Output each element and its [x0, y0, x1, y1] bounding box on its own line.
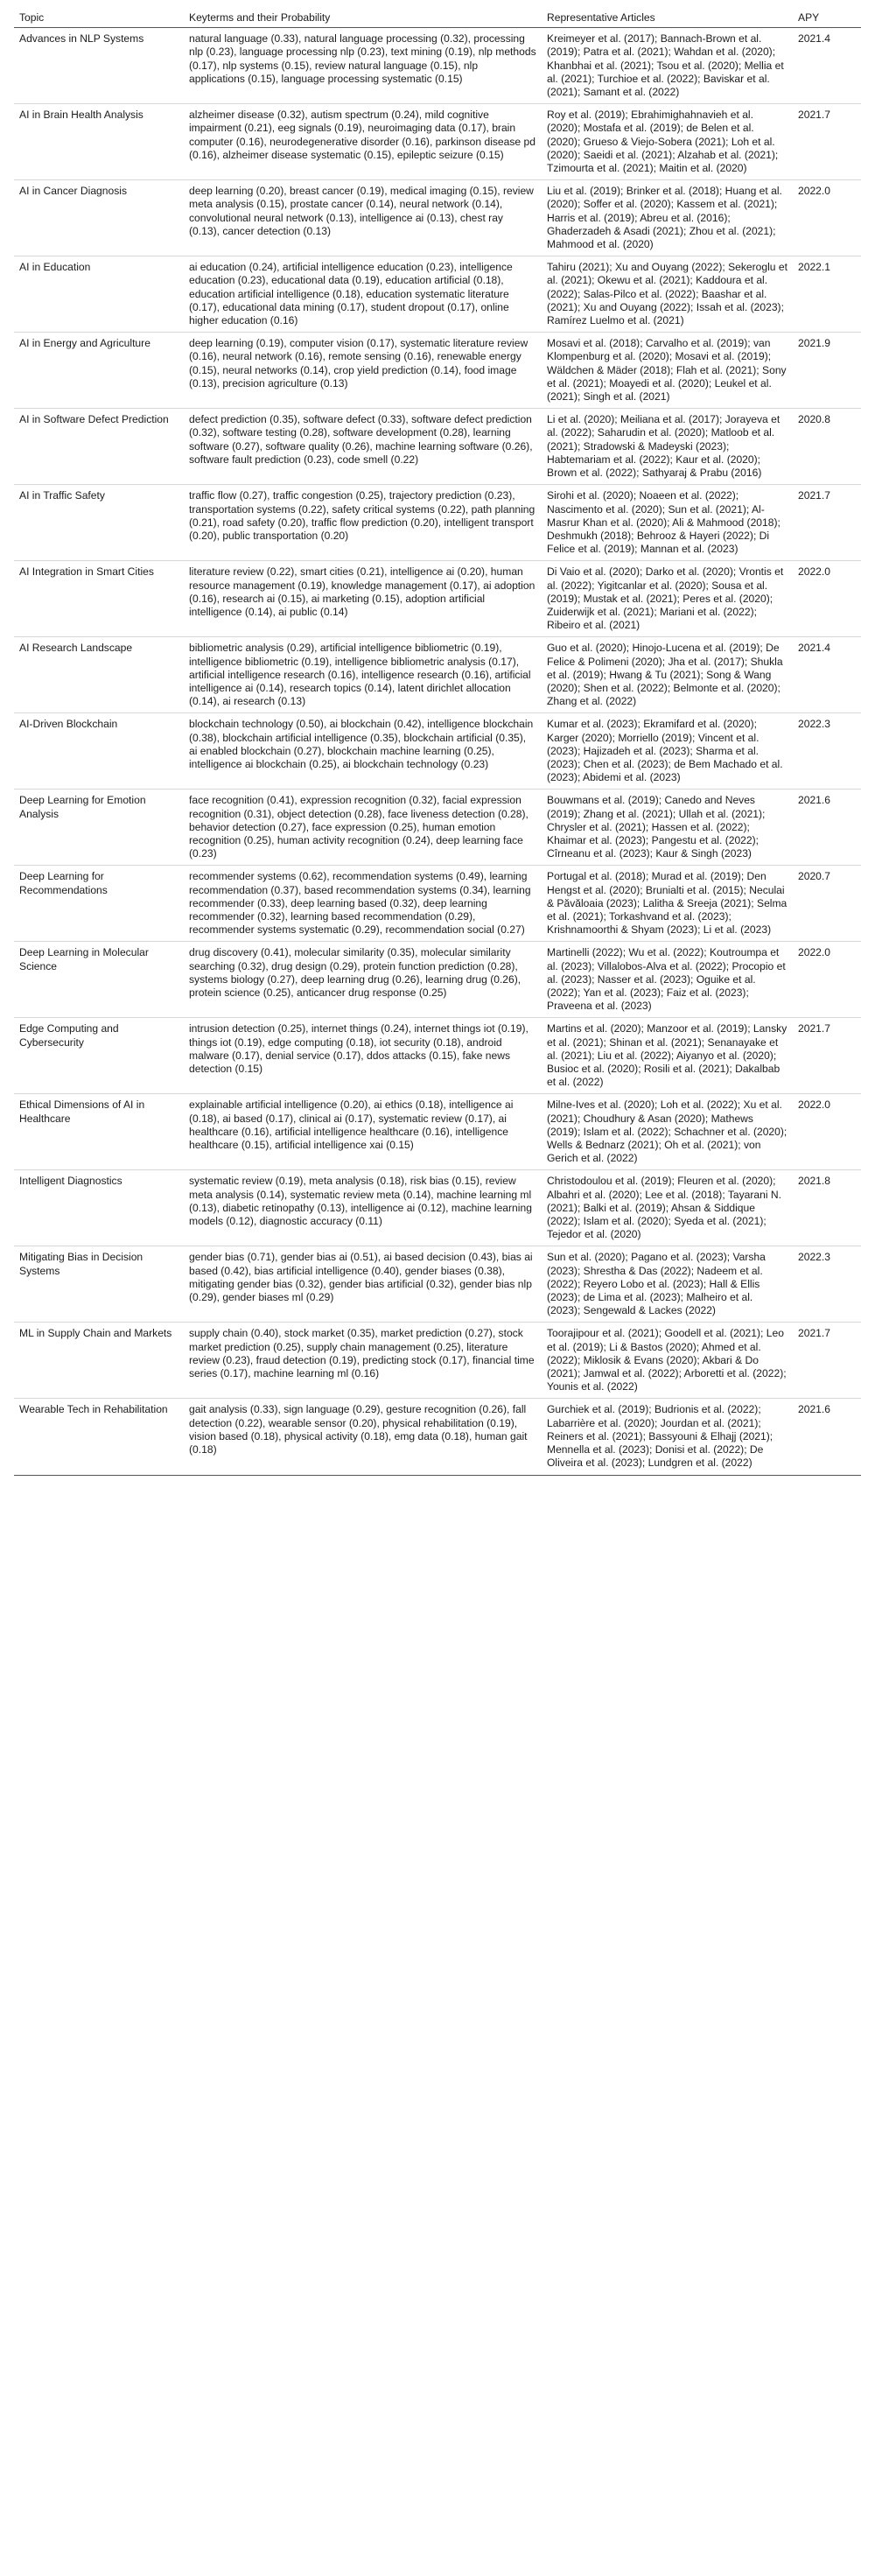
table-row: [14, 485, 861, 561]
row-topic: AI in Education: [14, 256, 184, 333]
row-apy: 2022.0: [793, 561, 861, 637]
row-apy: 2021.8: [793, 1170, 861, 1246]
row-topic: Deep Learning for Recommendations: [14, 866, 184, 942]
row-keyterms: traffic flow (0.27), traffic congestion (0.25), trajectory prediction (0.23), transportation systems (0.22), safety critical systems (0.22), path planning (0.21), road safety (0.20), traffic flow prediction (0.20), intelligent transport (0.20), public transportation (0.20): [184, 485, 542, 561]
table-row: [14, 561, 861, 637]
table-row: [14, 409, 861, 485]
row-topic: AI in Traffic Safety: [14, 485, 184, 561]
row-topic: AI Research Landscape: [14, 637, 184, 713]
row-topic: AI Integration in Smart Cities: [14, 561, 184, 637]
row-articles: Sun et al. (2020); Pagano et al. (2023); Varsha (2023); Shrestha & Das (2022); Nadeem et al. (2022); Reyero Lobo et al. (2023); Hall & Ellis (2023); de Lima et al. (2023); Malheiro et al. (2023); Sengewald & Lackes (2022): [542, 1246, 793, 1323]
row-topic: Ethical Dimensions of AI in Healthcare: [14, 1094, 184, 1170]
row-keyterms: deep learning (0.20), breast cancer (0.19), medical imaging (0.15), review meta analysis (0.15), prostate cancer (0.14), neural network (0.14), convolutional neural network (0.13), intelligence ai (0.13), chest ray (0.13), cancer detection (0.13): [184, 180, 542, 256]
row-topic: Advances in NLP Systems: [14, 28, 184, 104]
row-articles: Portugal et al. (2018); Murad et al. (2019); Den Hengst et al. (2020); Brunialti et al. (2015); Neculai & Păvăloaia (2023); Lalitha & Sreeja (2021); Selma et al. (2021); Torkashvand et al. (2023); Krishnamoorthi & Shyam (2023); Li et al. (2023): [542, 866, 793, 942]
table-row: [14, 256, 861, 333]
row-articles: Gurchiek et al. (2019); Budrionis et al. (2022); Labarrière et al. (2020); Jourdan et al. (2021); Reiners et al. (2021); Bassyouni & Elhajj (2021); Mennella et al. (2023); Donisi et al. (2022); De Oliveira et al. (2023); Lundgren et al. (2022): [542, 1399, 793, 1475]
header-keyterms: Keyterms and their Probability: [184, 9, 542, 28]
table-header: [14, 9, 861, 28]
row-keyterms: bibliometric analysis (0.29), artificial intelligence bibliometric (0.19), intelligence bibliometric (0.19), intelligence bibliometric analysis (0.17), artificial intelligence research (0.16), intelligence research (0.16), artificial intelligence ai (0.14), research topics (0.14), latent dirichlet allocation (0.14), ai research (0.13): [184, 637, 542, 713]
row-keyterms: ai education (0.24), artificial intelligence education (0.23), intelligence education (0.23), educational data (0.19), education artificial (0.18), education artificial intelligence (0.18), education systematic literature (0.17), educational data mining (0.17), student dropout (0.17), online higher education (0.16): [184, 256, 542, 333]
row-keyterms: gait analysis (0.33), sign language (0.29), gesture recognition (0.26), fall detection (0.22), wearable sensor (0.20), physical rehabilitation (0.19), vision based (0.18), physical activity (0.18), emg data (0.18), human gait (0.18): [184, 1399, 542, 1475]
row-articles: Mosavi et al. (2018); Carvalho et al. (2019); van Klompenburg et al. (2020); Mosavi et al. (2019); Wäldchen & Mäder (2018); Flah et al. (2021); Sony et al. (2021); Moayedi et al. (2020); Leukel et al. (2021); Singh et al. (2021): [542, 333, 793, 409]
row-keyterms: systematic review (0.19), meta analysis (0.18), risk bias (0.15), review meta analysis (0.14), systematic review meta (0.14), machine learning ml (0.13), diabetic retinopathy (0.13), intelligence ai (0.12), machine learning models (0.12), diagnostic accuracy (0.11): [184, 1170, 542, 1246]
table-row: [14, 1170, 861, 1246]
row-keyterms: drug discovery (0.41), molecular similarity (0.35), molecular similarity searching (0.32), drug design (0.29), protein function prediction (0.28), systems biology (0.27), deep learning drug (0.26), learning drug (0.26), protein science (0.25), anticancer drug response (0.25): [184, 942, 542, 1018]
table-row: [14, 104, 861, 180]
table-row: [14, 1399, 861, 1475]
row-apy: 2021.7: [793, 1018, 861, 1094]
table-row: [14, 942, 861, 1018]
row-apy: 2021.7: [793, 1323, 861, 1399]
row-articles: Kumar et al. (2023); Ekramifard et al. (2020); Karger (2020); Morriello (2019); Vincent et al. (2023); Hajizadeh et al. (2023); Sharma et al. (2023); Chen et al. (2023); de Bem Machado et al. (2023); Abidemi et al. (2023): [542, 713, 793, 790]
table-row: [14, 333, 861, 409]
row-articles: Kreimeyer et al. (2017); Bannach-Brown et al. (2019); Patra et al. (2021); Wahdan et al. (2020); Khanbhai et al. (2021); Tsou et al. (2020); Mellia et al. (2021); Turchioe et al. (2022); Baviskar et al. (2021); Samant et al. (2022): [542, 28, 793, 104]
row-apy: 2020.8: [793, 409, 861, 485]
row-apy: 2022.0: [793, 180, 861, 256]
header-apy: APY: [793, 9, 861, 28]
table-row: [14, 180, 861, 256]
row-topic: AI in Software Defect Prediction: [14, 409, 184, 485]
header-row: [14, 9, 861, 28]
row-apy: 2021.4: [793, 28, 861, 104]
row-articles: Guo et al. (2020); Hinojo-Lucena et al. (2019); De Felice & Polimeni (2020); Jha et al. (2017); Shukla et al. (2019); Hwang & Tu (2021); Song & Wang (2020); Shen et al. (2022); Belmonte et al. (2020); Zhang et al. (2022): [542, 637, 793, 713]
row-articles: Roy et al. (2019); Ebrahimighahnavieh et al. (2020); Mostafa et al. (2019); de Belen et al. (2020); Grueso & Viejo-Sobera (2021); Loh et al. (2020); Saeidi et al. (2021); Alzahab et al. (2021); Tzimourta et al. (2021); Maitin et al. (2020): [542, 104, 793, 180]
row-keyterms: defect prediction (0.35), software defect (0.33), software defect prediction (0.32), software testing (0.28), software development (0.28), learning software (0.27), software quality (0.26), machine learning software (0.26), software fault prediction (0.23), code smell (0.22): [184, 409, 542, 485]
row-keyterms: recommender systems (0.62), recommendation systems (0.49), learning recommendation (0.37), based recommendation systems (0.34), learning recommender (0.33), deep learning based (0.32), deep learning recommender (0.32), learning based recommendation (0.29), recommender systems systematic (0.29), recommendation social (0.27): [184, 866, 542, 942]
row-articles: Martinelli (2022); Wu et al. (2022); Koutroumpa et al. (2023); Villalobos-Alva et al. (2022); Procopio et al. (2023); Nasser et al. (2023); Oguike et al. (2022); Yan et al. (2023); Faiz et al. (2023); Praveena et al. (2023): [542, 942, 793, 1018]
table-row: [14, 28, 861, 104]
row-keyterms: deep learning (0.19), computer vision (0.17), systematic literature review (0.16), neural network (0.16), remote sensing (0.16), renewable energy (0.15), neural networks (0.14), crop yield prediction (0.14), food image (0.13), precision agriculture (0.13): [184, 333, 542, 409]
row-keyterms: explainable artificial intelligence (0.20), ai ethics (0.18), intelligence ai (0.18), ai based (0.17), clinical ai (0.17), systematic review (0.17), ai healthcare (0.16), artificial intelligence healthcare (0.16), intelligence healthcare (0.15), artificial intelligence xai (0.15): [184, 1094, 542, 1170]
table-row: [14, 1246, 861, 1323]
row-articles: Martins et al. (2020); Manzoor et al. (2019); Lansky et al. (2021); Shinan et al. (2021); Senanayake et al. (2021); Liu et al. (2022); Aiyanyo et al. (2020); Busioc et al. (2020); Rosili et al. (2021); Dakalbab et al. (2022): [542, 1018, 793, 1094]
row-keyterms: gender bias (0.71), gender bias ai (0.51), ai based decision (0.43), bias ai based (0.42), bias artificial intelligence (0.40), gender biases (0.38), mitigating gender bias (0.32), gender bias artificial (0.32), gender bias nlp (0.29), gender biases ml (0.29): [184, 1246, 542, 1323]
row-keyterms: literature review (0.22), smart cities (0.21), intelligence ai (0.20), human resource management (0.19), knowledge management (0.17), ai adoption (0.16), research ai (0.15), ai marketing (0.15), adoption artificial intelligence (0.14), ai public (0.14): [184, 561, 542, 637]
row-topic: Wearable Tech in Rehabilitation: [14, 1399, 184, 1475]
row-keyterms: intrusion detection (0.25), internet things (0.24), internet things iot (0.19), things iot (0.19), edge computing (0.18), iot security (0.18), android malware (0.17), denial service (0.17), ddos attacks (0.15), fake news detection (0.15): [184, 1018, 542, 1094]
table-row: [14, 1018, 861, 1094]
row-keyterms: blockchain technology (0.50), ai blockchain (0.42), intelligence blockchain (0.38), blockchain artificial intelligence (0.35), blockchain artificial (0.35), ai enabled blockchain (0.27), blockchain machine learning (0.25), intelligence ai blockchain (0.25), ai blockchain technology (0.23): [184, 713, 542, 790]
topic-table-container: [0, 9, 875, 1476]
row-keyterms: alzheimer disease (0.32), autism spectrum (0.24), mild cognitive impairment (0.21), eeg signals (0.19), neuroimaging data (0.17), brain computer (0.16), neurodegenerative disorder (0.16), parkinson disease pd (0.16), alzheimer disease systematic (0.15), epileptic seizure (0.15): [184, 104, 542, 180]
row-topic: Intelligent Diagnostics: [14, 1170, 184, 1246]
header-articles: Representative Articles: [542, 9, 793, 28]
row-keyterms: face recognition (0.41), expression recognition (0.32), facial expression recognition (0.31), object detection (0.28), face liveness detection (0.28), behavior detection (0.27), face expression (0.25), human emotion recognition (0.25), human activity recognition (0.24), deep learning face (0.23): [184, 790, 542, 866]
row-apy: 2020.7: [793, 866, 861, 942]
table-row: [14, 637, 861, 713]
row-articles: Tahiru (2021); Xu and Ouyang (2022); Sekeroglu et al. (2021); Okewu et al. (2021); Kaddoura et al. (2022); Salas-Pilco et al. (2022); Baashar et al. (2021); Xu and Ouyang (2022); Issah et al. (2023); Ramírez Luelmo et al. (2021): [542, 256, 793, 333]
row-topic: ML in Supply Chain and Markets: [14, 1323, 184, 1399]
row-topic: Deep Learning in Molecular Science: [14, 942, 184, 1018]
row-articles: Di Vaio et al. (2020); Darko et al. (2020); Vrontis et al. (2022); Yigitcanlar et al. (2020); Sousa et al. (2019); Mustak et al. (2021); Peres et al. (2020); Zuiderwijk et al. (2021); Mariani et al. (2022); Ribeiro et al. (2021): [542, 561, 793, 637]
row-apy: 2022.1: [793, 256, 861, 333]
row-apy: 2022.0: [793, 942, 861, 1018]
row-apy: 2022.3: [793, 713, 861, 790]
row-topic: Deep Learning for Emotion Analysis: [14, 790, 184, 866]
row-keyterms: natural language (0.33), natural language processing (0.32), processing nlp (0.23), language processing nlp (0.23), text mining (0.19), nlp methods (0.17), nlp systems (0.15), review natural language (0.15), nlp applications (0.15), language processing systematic (0.15): [184, 28, 542, 104]
table-row: [14, 790, 861, 866]
row-articles: Li et al. (2020); Meiliana et al. (2017); Jorayeva et al. (2022); Saharudin et al. (2020); Matloob et al. (2021); Stradowski & Madeyski (2023); Habtemariam et al. (2022); Kaur et al. (2020); Brown et al. (2022); Sathyaraj & Prabu (2016): [542, 409, 793, 485]
table-body: [14, 28, 861, 1475]
row-apy: 2021.6: [793, 790, 861, 866]
row-articles: Bouwmans et al. (2019); Canedo and Neves (2019); Zhang et al. (2021); Ullah et al. (2021); Chrysler et al. (2021); Hassen et al. (2022); Khaimar et al. (2023); Pangestu et al. (2022); Cîrneanu et al. (2023); Kaur & Singh (2023): [542, 790, 793, 866]
table-row: [14, 713, 861, 790]
row-topic: Mitigating Bias in Decision Systems: [14, 1246, 184, 1323]
row-topic: AI in Cancer Diagnosis: [14, 180, 184, 256]
row-articles: Christodoulou et al. (2019); Fleuren et al. (2020); Albahri et al. (2020); Lee et al. (2018); Tayarani N. (2021); Balki et al. (2019); Ahsan & Siddique (2022); Islam et al. (2020); Syeda et al. (2021); Tejedor et al. (2020): [542, 1170, 793, 1246]
header-topic: Topic: [14, 9, 184, 28]
row-articles: Milne-Ives et al. (2020); Loh et al. (2022); Xu et al. (2021); Choudhury & Asan (2020); Mathews (2019); Islam et al. (2022); Schachner et al. (2020); Wells & Bednarz (2021); Oh et al. (2021); von Gerich et al. (2022): [542, 1094, 793, 1170]
table-row: [14, 1094, 861, 1170]
row-articles: Toorajipour et al. (2021); Goodell et al. (2021); Leo et al. (2019); Li & Bastos (2020); Ahmed et al. (2022); Miklosik & Evans (2020); Akbari & Do (2021); Jamwal et al. (2022); Arboretti et al. (2022); Younis et al. (2022): [542, 1323, 793, 1399]
row-apy: 2022.0: [793, 1094, 861, 1170]
row-topic: AI in Energy and Agriculture: [14, 333, 184, 409]
row-topic: AI-Driven Blockchain: [14, 713, 184, 790]
row-articles: Liu et al. (2019); Brinker et al. (2018); Huang et al. (2020); Soffer et al. (2020); Kassem et al. (2021); Harris et al. (2019); Abreu et al. (2016); Ghaderzadeh & Asadi (2021); Zhou et al. (2021); Mahmood et al. (2020): [542, 180, 793, 256]
row-apy: 2021.4: [793, 637, 861, 713]
table-row: [14, 866, 861, 942]
row-apy: 2022.3: [793, 1246, 861, 1323]
row-topic: Edge Computing and Cybersecurity: [14, 1018, 184, 1094]
row-articles: Sirohi et al. (2020); Noaeen et al. (2022); Nascimento et al. (2020); Sun et al. (2021); Al-Masrur Khan et al. (2020); Ali & Mahmood (2018); Deshmukh (2018); Behrooz & Hayeri (2022); Di Felice et al. (2019); Mannan et al. (2023): [542, 485, 793, 561]
row-apy: 2021.7: [793, 104, 861, 180]
row-keyterms: supply chain (0.40), stock market (0.35), market prediction (0.27), stock market prediction (0.25), supply chain management (0.25), literature review (0.23), fraud detection (0.19), predicting stock (0.17), financial time series (0.17), machine learning ml (0.16): [184, 1323, 542, 1399]
row-apy: 2021.9: [793, 333, 861, 409]
row-topic: AI in Brain Health Analysis: [14, 104, 184, 180]
topic-table: [14, 9, 861, 1476]
row-apy: 2021.7: [793, 485, 861, 561]
row-apy: 2021.6: [793, 1399, 861, 1475]
table-row: [14, 1323, 861, 1399]
